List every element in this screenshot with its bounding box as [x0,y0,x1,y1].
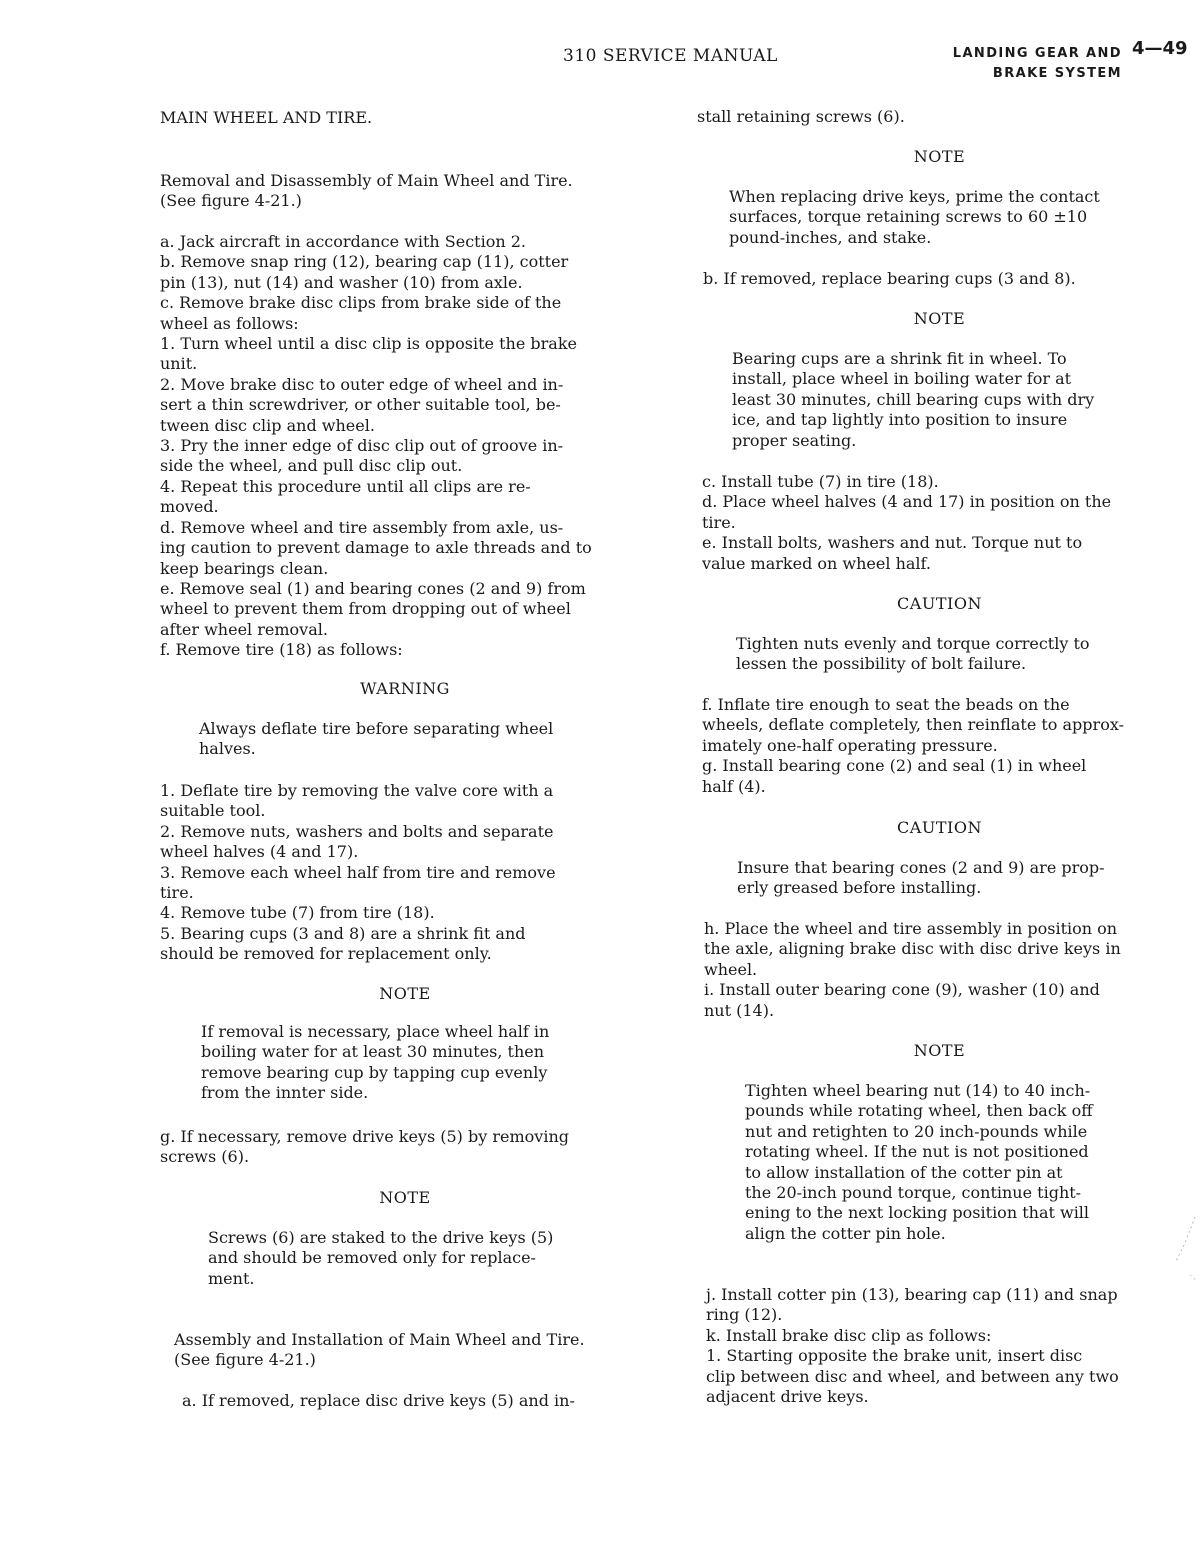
warning-text: Always deflate tire before separating wheel halves. [199,719,554,759]
removal-steps: a. Jack aircraft in accordance with Section 2. b. Remove snap ring (12), bearing cap (11), cotter pin (13), nut (14) and washer (10) from axle. c. Remove brake disc clips from brake side of the wheel as follows: 1. Turn wheel until a disc clip is opposite the brake unit. 2. Move brake disc to outer edge of wheel and in- sert a thin screwdriver, or other suitable tool, be- tween disc clip and wheel. 3. Pry the inner edge of disc clip out of groove in- side the wheel, and pull disc clip out. 4. Repeat this procedure until all clips are re- moved. d. Remove wheel and tire assembly from axle, us- ing caution to prevent damage to axle threads and to keep bearings clean. e. Remove seal (1) and bearing cones (2 and 9) from wheel to prevent them from dropping out of wheel after wheel removal. f. Remove tire (18) as follows: [160,232,592,660]
section-title [940,44,1122,84]
caution-title: CAUTION [897,594,982,613]
removal-heading: Removal and Disassembly of Main Wheel and Tire. (See figure 4-21.) [160,171,573,211]
caution-text: Tighten nuts evenly and torque correctly to lessen the possibility of bolt failure. [736,634,1090,674]
note-title: NOTE [913,309,966,328]
assembly-heading: Assembly and Installation of Main Wheel and Tire. (See figure 4-21.) [174,1330,585,1370]
note-title: NOTE [379,984,431,1003]
section-title-line2: BRAKE SYSTEM [992,66,1122,81]
note-text: Screws (6) are staked to the drive keys (5) and should be removed only for replace- ment. [208,1228,554,1288]
note-title: NOTE [913,1041,966,1060]
steps-c-to-e: c. Install tube (7) in tire (18). d. Place wheel halves (4 and 17) in position on the tire. e. Install bolts, washers and nut. Torque nut to value marked on wheel half. [702,472,1112,573]
page-number: 4—49 [1132,38,1188,59]
warning-title: WARNING [360,679,450,698]
assembly-step-a: a. If removed, replace disc drive keys (5) and in- [182,1391,575,1410]
section-title-line1: LANDING GEAR AND [952,46,1122,61]
scan-marks [1145,1215,1200,1285]
note-text: Bearing cups are a shrink fit in wheel. To install, place wheel in boiling water for at least 30 minutes, chill bearing cups with dry ice, and tap lightly into position to insure proper seating. [732,349,1095,450]
steps-f-g: f. Inflate tire enough to seat the beads on the wheels, deflate completely, then reinflate to approx- imately one-half operating pressure. g. Install bearing cone (2) and seal (1) in wheel half (4). [702,695,1124,796]
tire-removal-steps: 1. Deflate tire by removing the valve core with a suitable tool. 2. Remove nuts, washers and bolts and separate wheel halves (4 and 17). 3. Remove each wheel half from tire and remove tire. 4. Remove tube (7) from tire (18). 5. Bearing cups (3 and 8) are a shrink fit and should be removed for replacement only. [160,781,556,964]
note-title: NOTE [913,147,966,166]
note-title: NOTE [379,1188,431,1207]
continued-text: stall retaining screws (6). [697,107,905,126]
steps-j-k: j. Install cotter pin (13), bearing cap (11) and snap ring (12). k. Install brake disc clip as follows: 1. Starting opposite the brake unit, insert disc clip between disc and wheel, and between any two adjacent drive keys. [706,1285,1119,1407]
steps-h-i: h. Place the wheel and tire assembly in position on the axle, aligning brake disc with disc drive keys in wheel. i. Install outer bearing cone (9), washer (10) and nut (14). [704,919,1121,1020]
manual-title: 310 SERVICE MANUAL [563,46,778,66]
step-g: g. If necessary, remove drive keys (5) by removing screws (6). [160,1127,569,1167]
section-heading: MAIN WHEEL AND TIRE. [160,108,373,127]
note-text: Tighten wheel bearing nut (14) to 40 inch- pounds while rotating wheel, then back off nut and retighten to 20 inch-pounds while rotating wheel. If the nut is not positioned to allow installation of the cotter pin at the 20-inch pound torque, continue tight- ening to the next locking position that will align the cotter pin hole. [745,1081,1093,1243]
step-b: b. If removed, replace bearing cups (3 and 8). [703,269,1076,288]
note-text: When replacing drive keys, prime the contact surfaces, torque retaining screws to 60 ±10 pound-inches, and stake. [729,187,1100,247]
caution-title: CAUTION [897,818,982,837]
caution-text: Insure that bearing cones (2 and 9) are prop- erly greased before installing. [737,858,1105,898]
note-text: If removal is necessary, place wheel half in boiling water for at least 30 minutes, then remove bearing cup by tapping cup evenly from the innter side. [201,1022,550,1103]
